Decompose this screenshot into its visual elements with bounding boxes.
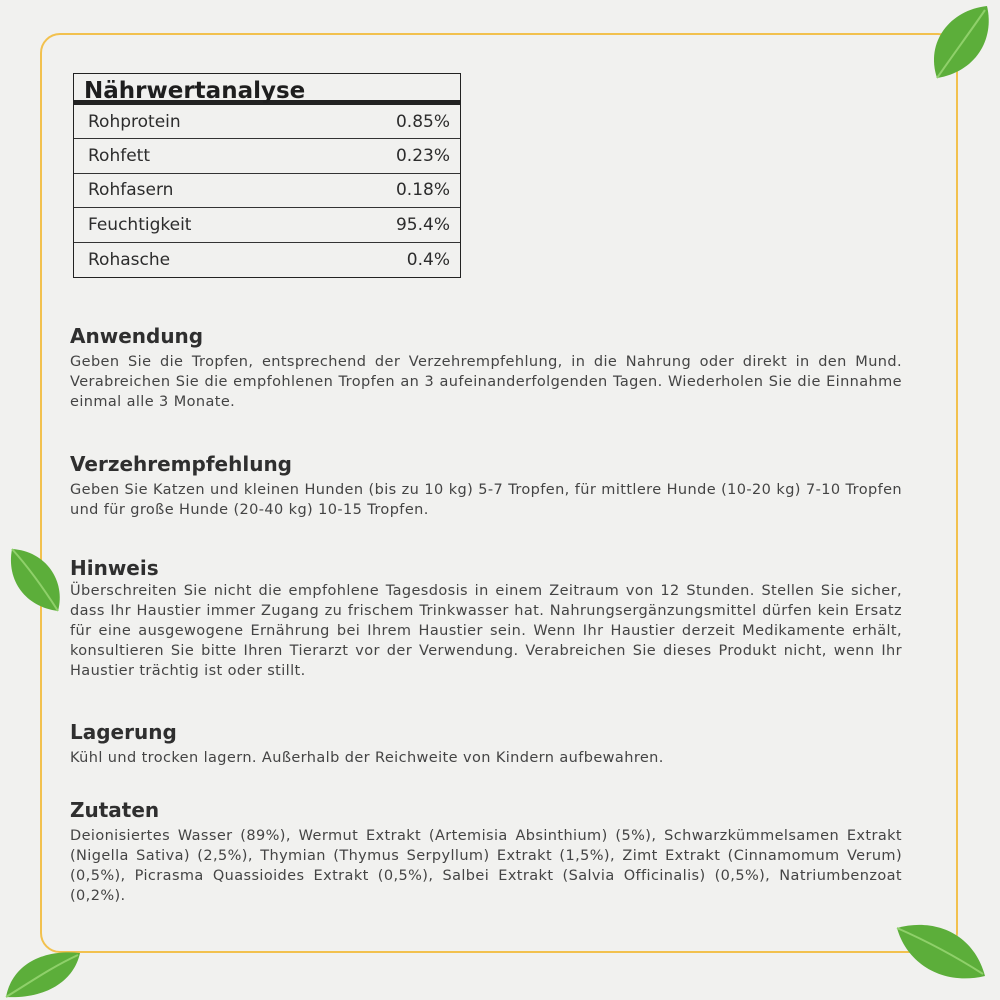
row-value: 0.18% <box>395 180 450 201</box>
table-row <box>74 243 460 277</box>
row-value: 0.4% <box>406 249 450 270</box>
section-text: Geben Sie Katzen und kleinen Hunden (bis zu 10 kg) 5-7 Tropfen, für mittlere Hunde (10-20 kg) 7-10 Tropfen und für große Hunde (20-40 kg) 10-15 Tropfen. <box>70 482 902 518</box>
row-value: 95.4% <box>395 214 450 235</box>
section-hinweis <box>70 556 902 681</box>
row-value: 0.23% <box>395 146 450 167</box>
row-label: Rohprotein <box>88 111 181 132</box>
row-value: 0.85% <box>395 111 450 132</box>
leaf-icon-bottom-right <box>893 918 988 988</box>
section-text: Geben Sie die Tropfen, entsprechend der Verzehrempfehlung, in die Nahrung oder direkt in den Mund. Verabreichen Sie die empfohlenen Tropfen an 3 aufeinanderfolgenden Tagen. Wiederholen Sie die Einnahme einmal alle 3 Monate. <box>70 354 902 410</box>
section-anwendung <box>70 324 902 412</box>
leaf-icon-left <box>6 545 66 615</box>
section-heading: Hinweis <box>70 556 159 580</box>
table-row <box>74 105 460 139</box>
row-label: Rohfett <box>88 146 150 167</box>
section-verzehrempfehlung <box>70 452 902 520</box>
row-label: Rohasche <box>88 249 171 270</box>
section-zutaten <box>70 798 902 906</box>
section-lagerung <box>70 720 902 768</box>
row-label: Rohfasern <box>88 180 174 201</box>
section-text: Kühl und trocken lagern. Außerhalb der Reichweite von Kindern aufbewahren. <box>70 750 664 766</box>
nutrition-table <box>73 73 461 278</box>
leaf-icon-bottom-left <box>2 945 82 1000</box>
table-row <box>74 139 460 173</box>
section-heading: Lagerung <box>70 720 177 744</box>
row-label: Feuchtigkeit <box>88 214 192 235</box>
leaf-icon-top-right <box>925 2 995 82</box>
section-text: Deionisiertes Wasser (89%), Wermut Extrakt (Artemisia Absinthium) (5%), Schwarzkümmelsamen Extrakt (Nigella Sativa) (2,5%), Thymian (Thymus Serpyllum) Extrakt (1,5%), Zimt Extrakt (Cinnamomum Verum) (0,5%), Picrasma Quassioides Extrakt (0,5%), Salbei Extrakt (Salvia Officinalis) (0,5%), Natriumbenzoat (0,2%). <box>70 828 902 904</box>
section-heading: Zutaten <box>70 798 160 822</box>
table-row <box>74 208 460 242</box>
section-heading: Verzehrempfehlung <box>70 452 292 476</box>
table-row <box>74 174 460 208</box>
nutrition-title: Nährwertanalyse <box>74 74 460 105</box>
section-heading: Anwendung <box>70 324 204 348</box>
section-text: Überschreiten Sie nicht die empfohlene Tagesdosis in einem Zeitraum von 12 Stunden. Stellen Sie sicher, dass Ihr Haustier immer Zugang zu frischem Trinkwasser hat. Nahrungsergänzungsmittel dürfen kein Ersatz für eine ausgewogene Ernährung bei Ihrem Haustier sein. Wenn Ihr Haustier derzeit Medikamente erhält, konsultieren Sie bitte Ihren Tierarzt vor der Verwendung. Verabreichen Sie dieses Produkt nicht, wenn Ihr Haustier trächtig ist oder stillt. <box>70 583 902 679</box>
